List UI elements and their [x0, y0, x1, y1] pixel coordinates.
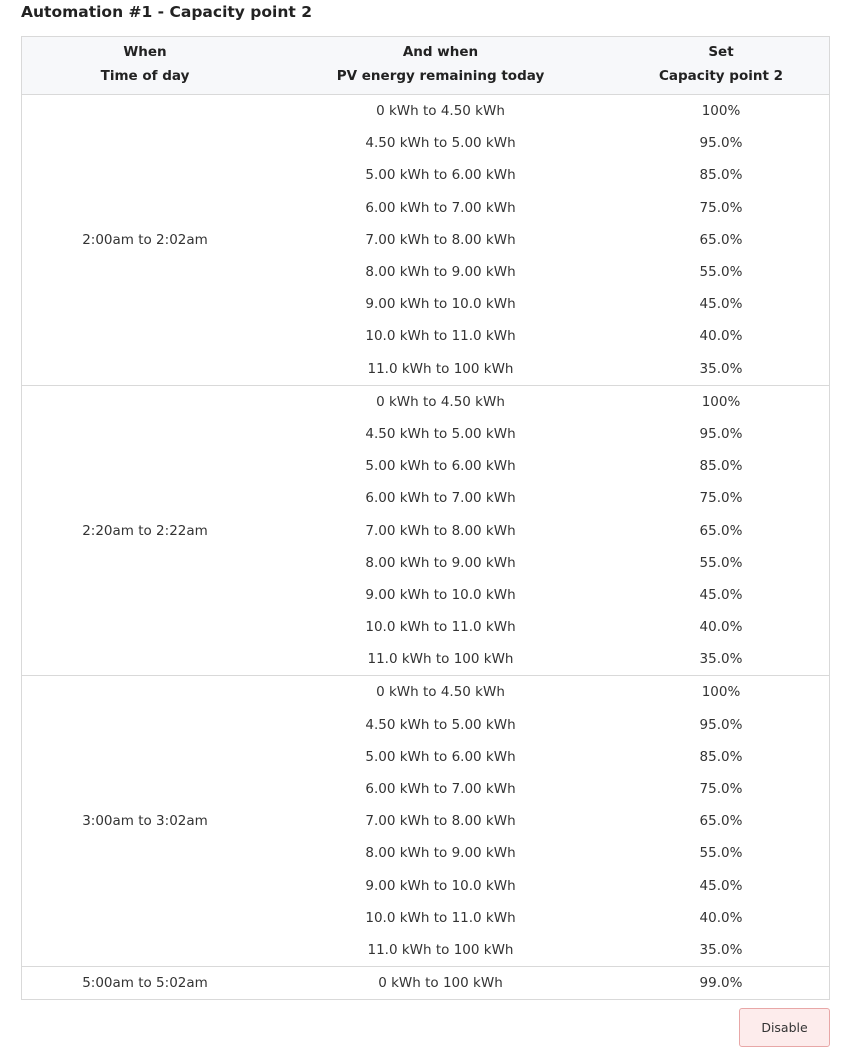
energy-range-cell: 10.0 kWh to 11.0 kWh	[365, 328, 516, 345]
energy-range-cell: 4.50 kWh to 5.00 kWh	[365, 135, 516, 152]
header-and-when	[268, 37, 613, 94]
energy-range-cell: 4.50 kWh to 5.00 kWh	[365, 425, 516, 442]
table-row	[268, 579, 829, 611]
capacity-value-cell: 65.0%	[699, 231, 743, 248]
group-rows	[268, 95, 829, 385]
capacity-value-cell: 95.0%	[699, 716, 743, 733]
table-row	[268, 95, 829, 127]
energy-range-cell: 7.00 kWh to 8.00 kWh	[365, 231, 516, 248]
capacity-value-cell: 95.0%	[699, 135, 743, 152]
time-of-day-cell: 5:00am to 5:02am	[82, 975, 208, 992]
table-row	[268, 353, 829, 385]
energy-range-cell: 11.0 kWh to 100 kWh	[367, 651, 514, 668]
table-row	[268, 192, 829, 224]
time-group	[22, 386, 829, 677]
energy-range-cell: 0 kWh to 100 kWh	[378, 975, 503, 992]
table-row	[268, 676, 829, 708]
energy-range-cell: 0 kWh to 4.50 kWh	[376, 393, 505, 410]
table-row	[268, 902, 829, 934]
table-row	[268, 482, 829, 514]
table-row	[268, 224, 829, 256]
capacity-value-cell: 75.0%	[699, 199, 743, 216]
table-row	[268, 514, 829, 546]
energy-range-cell: 9.00 kWh to 10.0 kWh	[365, 296, 516, 313]
capacity-value-cell: 85.0%	[699, 748, 743, 765]
energy-range-cell: 0 kWh to 4.50 kWh	[376, 103, 505, 120]
capacity-value-cell: 35.0%	[699, 360, 743, 377]
capacity-value-cell: 45.0%	[699, 296, 743, 313]
energy-range-cell: 7.00 kWh to 8.00 kWh	[365, 813, 516, 830]
table-row	[268, 805, 829, 837]
capacity-value-cell: 40.0%	[699, 328, 743, 345]
capacity-value-cell: 100%	[701, 393, 741, 410]
table-row	[268, 256, 829, 288]
capacity-value-cell: 40.0%	[699, 909, 743, 926]
capacity-value-cell: 55.0%	[699, 845, 743, 862]
capacity-value-cell: 55.0%	[699, 554, 743, 571]
table-body	[22, 95, 829, 999]
capacity-value-cell: 55.0%	[699, 264, 743, 281]
page-title: Automation #1 - Capacity point 2	[21, 3, 312, 21]
capacity-value-cell: 100%	[701, 684, 741, 701]
capacity-value-cell: 85.0%	[699, 458, 743, 475]
table-row	[268, 288, 829, 320]
energy-range-cell: 5.00 kWh to 6.00 kWh	[365, 167, 516, 184]
capacity-value-cell: 85.0%	[699, 167, 743, 184]
energy-range-cell: 5.00 kWh to 6.00 kWh	[365, 748, 516, 765]
energy-range-cell: 11.0 kWh to 100 kWh	[367, 941, 514, 958]
table-row	[268, 967, 829, 999]
time-group	[22, 967, 829, 999]
table-row	[268, 741, 829, 773]
capacity-value-cell: 65.0%	[699, 813, 743, 830]
capacity-value-cell: 99.0%	[699, 975, 743, 992]
capacity-value-cell: 45.0%	[699, 586, 743, 603]
header-and-when-line1: And when	[402, 44, 479, 60]
energy-range-cell: 4.50 kWh to 5.00 kWh	[365, 716, 516, 733]
table-row	[268, 547, 829, 579]
time-of-day-cell: 2:20am to 2:22am	[82, 522, 208, 539]
disable-button[interactable]: Disable	[739, 1008, 830, 1047]
header-set-line2: Capacity point 2	[658, 68, 784, 84]
header-and-when-line2: PV energy remaining today	[336, 68, 545, 84]
table-row	[268, 934, 829, 966]
table-row	[268, 773, 829, 805]
energy-range-cell: 11.0 kWh to 100 kWh	[367, 360, 514, 377]
table-row	[268, 837, 829, 869]
energy-range-cell: 8.00 kWh to 9.00 kWh	[365, 845, 516, 862]
table-row	[268, 320, 829, 352]
energy-range-cell: 8.00 kWh to 9.00 kWh	[365, 554, 516, 571]
group-rows	[268, 386, 829, 676]
capacity-value-cell: 45.0%	[699, 877, 743, 894]
time-of-day-cell: 3:00am to 3:02am	[82, 813, 208, 830]
table-row	[268, 127, 829, 159]
header-set	[613, 37, 829, 94]
table-row	[268, 418, 829, 450]
energy-range-cell: 0 kWh to 4.50 kWh	[376, 684, 505, 701]
capacity-value-cell: 35.0%	[699, 651, 743, 668]
capacity-value-cell: 65.0%	[699, 522, 743, 539]
energy-range-cell: 6.00 kWh to 7.00 kWh	[365, 490, 516, 507]
energy-range-cell: 7.00 kWh to 8.00 kWh	[365, 522, 516, 539]
table-row	[268, 709, 829, 741]
capacity-value-cell: 100%	[701, 103, 741, 120]
group-rows	[268, 967, 829, 999]
header-when-line1: When	[123, 44, 167, 60]
time-group	[22, 95, 829, 386]
time-group	[22, 676, 829, 967]
energy-range-cell: 10.0 kWh to 11.0 kWh	[365, 909, 516, 926]
table-row	[268, 386, 829, 418]
header-when	[22, 37, 268, 94]
energy-range-cell: 10.0 kWh to 11.0 kWh	[365, 619, 516, 636]
capacity-value-cell: 75.0%	[699, 490, 743, 507]
capacity-value-cell: 35.0%	[699, 941, 743, 958]
automation-table	[21, 36, 830, 1000]
energy-range-cell: 9.00 kWh to 10.0 kWh	[365, 586, 516, 603]
capacity-value-cell: 95.0%	[699, 425, 743, 442]
capacity-value-cell: 40.0%	[699, 619, 743, 636]
energy-range-cell: 6.00 kWh to 7.00 kWh	[365, 199, 516, 216]
table-row	[268, 159, 829, 191]
table-row	[268, 643, 829, 675]
energy-range-cell: 8.00 kWh to 9.00 kWh	[365, 264, 516, 281]
table-header	[22, 37, 829, 95]
energy-range-cell: 5.00 kWh to 6.00 kWh	[365, 458, 516, 475]
energy-range-cell: 9.00 kWh to 10.0 kWh	[365, 877, 516, 894]
time-of-day-cell: 2:00am to 2:02am	[82, 231, 208, 248]
group-rows	[268, 676, 829, 966]
energy-range-cell: 6.00 kWh to 7.00 kWh	[365, 781, 516, 798]
header-when-line2: Time of day	[100, 68, 190, 84]
table-row	[268, 450, 829, 482]
table-row	[268, 611, 829, 643]
capacity-value-cell: 75.0%	[699, 781, 743, 798]
header-set-line1: Set	[708, 44, 734, 60]
table-row	[268, 870, 829, 902]
